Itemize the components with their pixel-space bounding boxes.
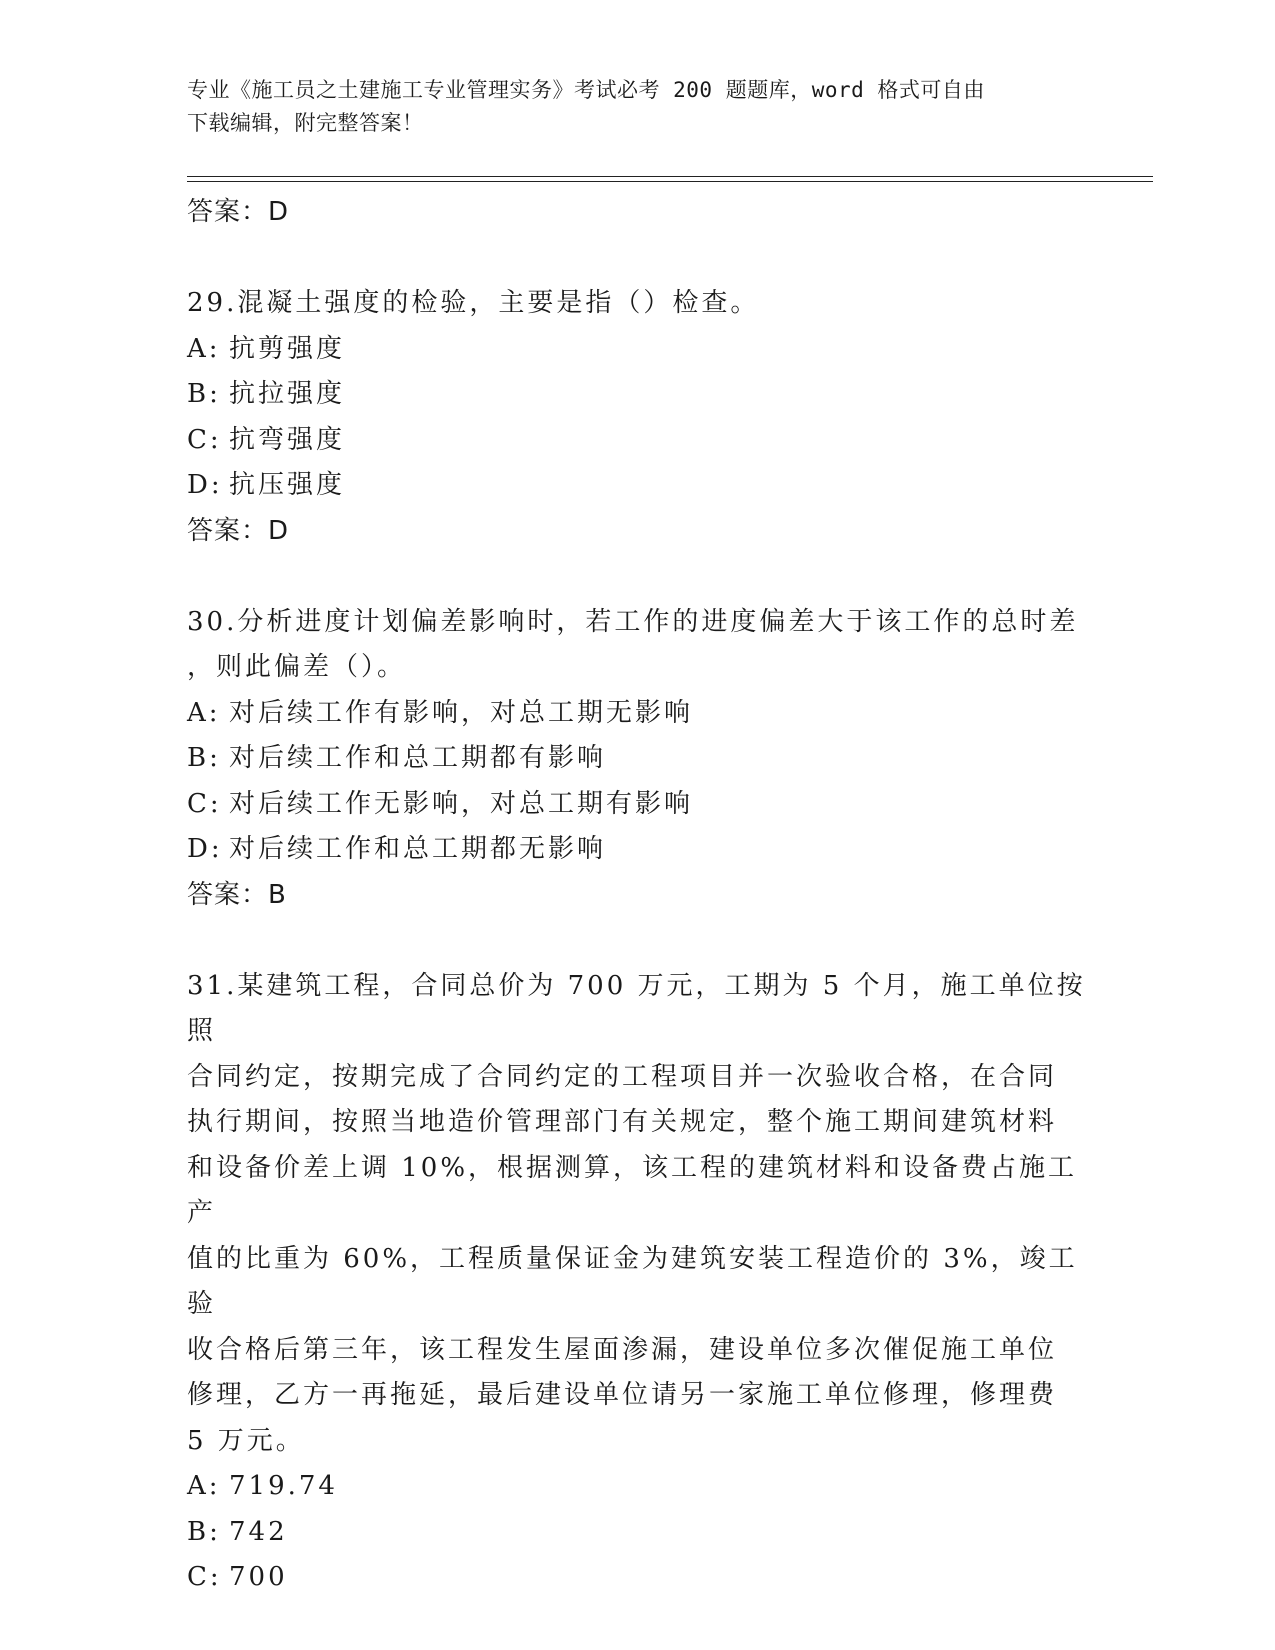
option-a — [187, 327, 1087, 373]
option-b — [187, 372, 1087, 418]
option-a — [187, 1464, 1087, 1510]
header-line-1: 专业《施工员之土建施工专业管理实务》考试必考 200 题题库，word 格式可自由 — [187, 78, 985, 102]
option-b — [187, 736, 1087, 782]
option-text: 742 — [229, 1516, 288, 1547]
option-letter: A: — [187, 333, 221, 364]
option-d — [187, 463, 1087, 509]
question-31 — [187, 964, 1087, 1601]
answer-28: 答案：D — [187, 197, 290, 227]
option-text: 抗拉强度 — [229, 379, 346, 409]
option-text: 对后续工作和总工期都无影响 — [229, 834, 607, 864]
question-stem-line: 收合格后第三年，该工程发生屋面渗漏，建设单位多次催促施工单位 — [187, 1334, 1058, 1365]
option-letter: A: — [187, 1471, 221, 1501]
answer-30: 答案：B — [187, 879, 287, 910]
question-29 — [187, 281, 1087, 554]
document-header — [187, 74, 1087, 140]
option-letter: B: — [187, 379, 221, 409]
question-stem-line: 30.分析进度计划偏差影响时，若工作的进度偏差大于该工作的总时差 — [187, 606, 1079, 637]
header-rule-bottom — [187, 181, 1153, 182]
option-letter: A: — [187, 697, 221, 728]
answer-29: 答案：D — [187, 515, 290, 546]
question-stem-line: 5 万元。 — [187, 1425, 305, 1456]
header-line-2: 下载编辑，附完整答案！ — [187, 111, 424, 135]
option-d — [187, 827, 1087, 873]
option-letter: D: — [187, 834, 223, 864]
option-text: 700 — [229, 1562, 288, 1592]
option-letter: C: — [187, 424, 222, 455]
option-a — [187, 691, 1087, 737]
option-letter: C: — [187, 1562, 222, 1592]
question-stem-line: ，则此偏差（）。 — [187, 652, 407, 682]
option-b — [187, 1510, 1087, 1556]
question-30 — [187, 600, 1087, 918]
option-c — [187, 418, 1087, 464]
option-text: 抗剪强度 — [229, 333, 346, 364]
option-text: 对后续工作有影响，对总工期无影响 — [229, 697, 694, 728]
question-stem-line: 值的比重为 60%，工程质量保证金为建筑安装工程造价的 3%，竣工验 — [187, 1243, 1078, 1319]
option-text: 719.74 — [229, 1471, 338, 1501]
document-body — [187, 190, 1087, 1601]
option-c — [187, 782, 1087, 828]
question-stem: 29.混凝土强度的检验，主要是指（）检查。 — [187, 288, 760, 318]
option-letter: B: — [187, 1516, 221, 1547]
option-letter: D: — [187, 470, 223, 500]
question-stem-line: 修理，乙方一再拖延，最后建设单位请另一家施工单位修理，修理费 — [187, 1380, 1058, 1410]
question-stem-line: 执行期间，按照当地造价管理部门有关规定，整个施工期间建筑材料 — [187, 1107, 1058, 1137]
option-letter: B: — [187, 743, 221, 773]
option-c — [187, 1555, 1087, 1601]
option-letter: C: — [187, 788, 222, 819]
question-stem-line: 合同约定，按期完成了合同约定的工程项目并一次验收合格，在合同 — [187, 1061, 1058, 1092]
header-rule-top — [187, 176, 1153, 177]
option-text: 对后续工作和总工期都有影响 — [229, 743, 607, 773]
question-stem-line: 和设备价差上调 10%，根据测算，该工程的建筑材料和设备费占施工产 — [187, 1152, 1078, 1228]
option-text: 抗压强度 — [229, 470, 346, 500]
question-stem-line: 31.某建筑工程，合同总价为 700 万元，工期为 5 个月，施工单位按照 — [187, 970, 1086, 1046]
option-text: 对后续工作无影响，对总工期有影响 — [229, 788, 694, 819]
option-text: 抗弯强度 — [229, 424, 346, 455]
